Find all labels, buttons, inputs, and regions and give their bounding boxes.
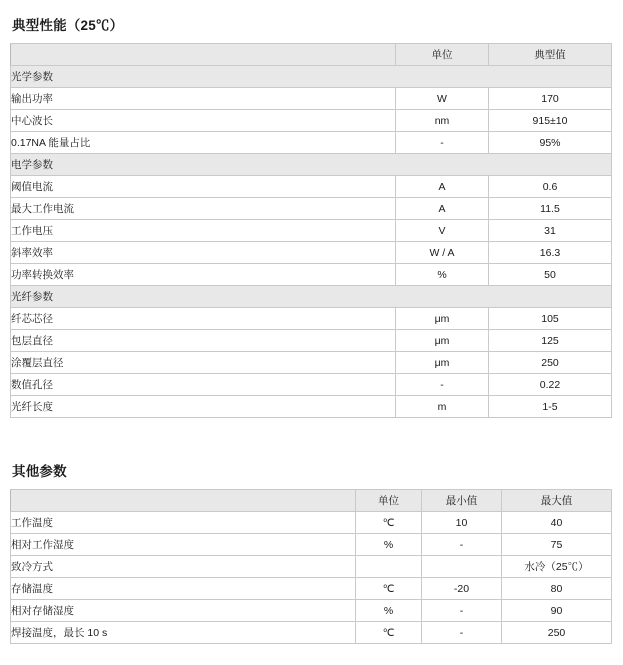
row-unit: - <box>396 374 489 396</box>
row-typical: 16.3 <box>489 242 612 264</box>
row-label: 包层直径 <box>11 330 396 352</box>
row-typical: 1-5 <box>489 396 612 418</box>
row-min: 10 <box>422 512 502 534</box>
row-typical: 11.5 <box>489 198 612 220</box>
row-max: 250 <box>502 622 612 644</box>
table-row <box>11 396 612 418</box>
row-label: 相对存储湿度 <box>11 600 356 622</box>
other-parameters-title: 其他参数 <box>12 464 67 479</box>
table-row <box>11 556 612 578</box>
row-min: - <box>422 622 502 644</box>
group-row-optical <box>11 66 612 88</box>
row-label: 最大工作电流 <box>11 198 396 220</box>
table-row <box>11 374 612 396</box>
row-label: 工作温度 <box>11 512 356 534</box>
row-label: 工作电压 <box>11 220 396 242</box>
row-typical: 250 <box>489 352 612 374</box>
header-cell-blank <box>11 44 396 66</box>
row-label: 纤芯芯径 <box>11 308 396 330</box>
row-max: 80 <box>502 578 612 600</box>
group-row-fiber <box>11 286 612 308</box>
row-typical: 170 <box>489 88 612 110</box>
row-label: 相对工作湿度 <box>11 534 356 556</box>
row-max: 40 <box>502 512 612 534</box>
table-row <box>11 330 612 352</box>
group-label: 电学参数 <box>11 154 612 176</box>
row-unit: A <box>396 198 489 220</box>
row-min: - <box>422 600 502 622</box>
row-min: - <box>422 534 502 556</box>
row-unit: nm <box>396 110 489 132</box>
row-unit <box>356 556 422 578</box>
row-min: -20 <box>422 578 502 600</box>
row-label: 阈值电流 <box>11 176 396 198</box>
table-row <box>11 198 612 220</box>
row-label: 0.17NA 能量占比 <box>11 132 396 154</box>
row-typical: 0.6 <box>489 176 612 198</box>
table-row <box>11 622 612 644</box>
row-label: 斜率效率 <box>11 242 396 264</box>
row-label: 数值孔径 <box>11 374 396 396</box>
header-cell-max: 最大值 <box>502 490 612 512</box>
row-typical: 125 <box>489 330 612 352</box>
row-min <box>422 556 502 578</box>
row-unit: A <box>396 176 489 198</box>
table-row <box>11 352 612 374</box>
table-row <box>11 578 612 600</box>
table-row <box>11 176 612 198</box>
header-cell-unit: 单位 <box>356 490 422 512</box>
group-label: 光纤参数 <box>11 286 612 308</box>
row-unit: ℃ <box>356 578 422 600</box>
row-unit: W <box>396 88 489 110</box>
header-cell-min: 最小值 <box>422 490 502 512</box>
row-unit: ℃ <box>356 512 422 534</box>
page-title: 典型性能（25℃） <box>12 18 124 33</box>
table-header-row <box>11 490 612 512</box>
table-row <box>11 308 612 330</box>
row-label: 存储温度 <box>11 578 356 600</box>
row-label: 致冷方式 <box>11 556 356 578</box>
table-row <box>11 600 612 622</box>
row-unit: % <box>356 534 422 556</box>
group-label: 光学参数 <box>11 66 612 88</box>
row-typical: 105 <box>489 308 612 330</box>
table-row <box>11 220 612 242</box>
row-unit: ℃ <box>356 622 422 644</box>
header-cell-unit: 单位 <box>396 44 489 66</box>
row-typical: 0.22 <box>489 374 612 396</box>
row-label: 涂覆层直径 <box>11 352 396 374</box>
typical-performance-table <box>10 43 612 418</box>
row-unit: W / A <box>396 242 489 264</box>
row-label: 光纤长度 <box>11 396 396 418</box>
other-parameters-table <box>10 489 612 644</box>
section-spacer <box>10 418 613 454</box>
row-max: 90 <box>502 600 612 622</box>
table-row <box>11 264 612 286</box>
row-typical: 50 <box>489 264 612 286</box>
table-row <box>11 242 612 264</box>
table-row <box>11 88 612 110</box>
row-typical: 95% <box>489 132 612 154</box>
row-label: 焊接温度，最长 10 s <box>11 622 356 644</box>
row-unit: % <box>396 264 489 286</box>
row-label: 功率转换效率 <box>11 264 396 286</box>
header-cell-blank <box>11 490 356 512</box>
row-unit: μm <box>396 330 489 352</box>
table-row <box>11 534 612 556</box>
row-unit: V <box>396 220 489 242</box>
row-unit: - <box>396 132 489 154</box>
row-max: 75 <box>502 534 612 556</box>
row-unit: μm <box>396 308 489 330</box>
row-max: 水冷（25℃） <box>502 556 612 578</box>
row-typical: 915±10 <box>489 110 612 132</box>
row-unit: m <box>396 396 489 418</box>
header-cell-typical: 典型值 <box>489 44 612 66</box>
row-label: 输出功率 <box>11 88 396 110</box>
group-row-electrical <box>11 154 612 176</box>
row-typical: 31 <box>489 220 612 242</box>
row-unit: μm <box>396 352 489 374</box>
table-row <box>11 512 612 534</box>
row-unit: % <box>356 600 422 622</box>
row-label: 中心波长 <box>11 110 396 132</box>
table-header-row <box>11 44 612 66</box>
table-row <box>11 110 612 132</box>
table-row <box>11 132 612 154</box>
